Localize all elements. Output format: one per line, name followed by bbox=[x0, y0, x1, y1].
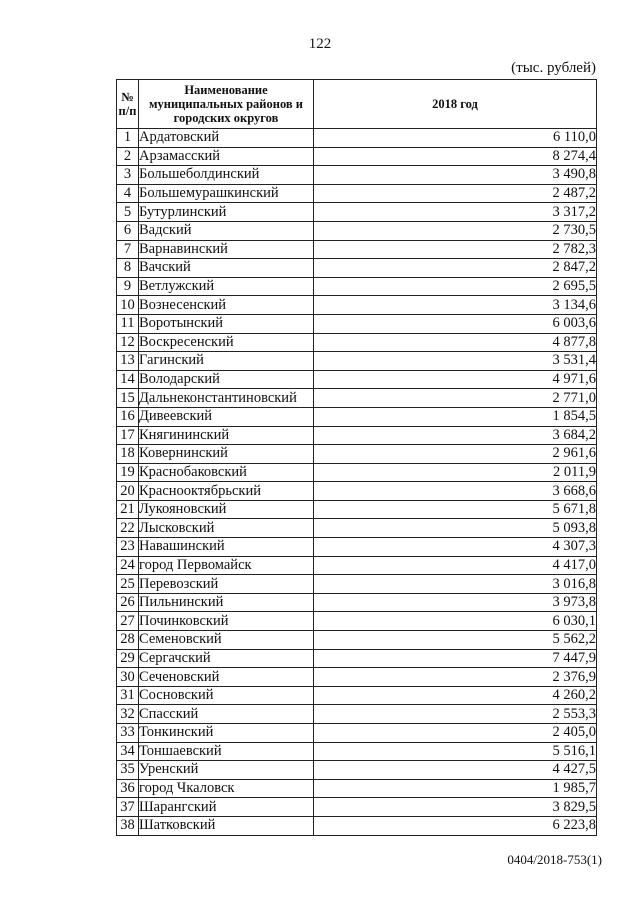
municipality-name: Краснобаковский bbox=[139, 463, 314, 482]
table-row bbox=[117, 593, 597, 612]
table-row bbox=[117, 203, 597, 222]
municipality-name: Сергачский bbox=[139, 649, 314, 668]
value-2018: 8 274,4 bbox=[314, 147, 597, 166]
municipality-name: Большеболдинский bbox=[139, 166, 314, 185]
value-2018: 3 016,8 bbox=[314, 575, 597, 594]
table-row bbox=[117, 259, 597, 278]
table-row bbox=[117, 463, 597, 482]
value-2018: 3 829,5 bbox=[314, 798, 597, 817]
row-number: 37 bbox=[117, 798, 139, 817]
table-row bbox=[117, 556, 597, 575]
municipality-name: Ардатовский bbox=[139, 129, 314, 148]
municipality-name: Дивеевский bbox=[139, 407, 314, 426]
value-2018: 6 223,8 bbox=[314, 816, 597, 835]
value-2018: 3 134,6 bbox=[314, 296, 597, 315]
row-number: 25 bbox=[117, 575, 139, 594]
value-2018: 3 317,2 bbox=[314, 203, 597, 222]
value-2018: 2 405,0 bbox=[314, 724, 597, 743]
table-row bbox=[117, 129, 597, 148]
municipality-name: Лысковский bbox=[139, 519, 314, 538]
municipality-name: Семеновский bbox=[139, 631, 314, 650]
row-number: 21 bbox=[117, 500, 139, 519]
row-number: 17 bbox=[117, 426, 139, 445]
table-row bbox=[117, 816, 597, 835]
value-2018: 2 847,2 bbox=[314, 259, 597, 278]
municipality-name: Дальнеконстантиновский bbox=[139, 389, 314, 408]
row-number: 2 bbox=[117, 147, 139, 166]
table-row bbox=[117, 761, 597, 780]
value-2018: 2 695,5 bbox=[314, 277, 597, 296]
value-2018: 6 110,0 bbox=[314, 129, 597, 148]
value-2018: 6 003,6 bbox=[314, 314, 597, 333]
table-row bbox=[117, 166, 597, 185]
value-2018: 2 771,0 bbox=[314, 389, 597, 408]
value-2018: 2 782,3 bbox=[314, 240, 597, 259]
municipality-name: Ковернинский bbox=[139, 445, 314, 464]
municipal-data-table bbox=[116, 79, 597, 836]
row-number: 38 bbox=[117, 816, 139, 835]
municipality-name: Перевозский bbox=[139, 575, 314, 594]
header-name: Наименование муниципальных районов и городских округов bbox=[139, 80, 314, 129]
table-row bbox=[117, 240, 597, 259]
municipality-name: Володарский bbox=[139, 370, 314, 389]
value-2018: 3 531,4 bbox=[314, 352, 597, 371]
table-row bbox=[117, 519, 597, 538]
row-number: 29 bbox=[117, 649, 139, 668]
row-number: 23 bbox=[117, 538, 139, 557]
row-number: 26 bbox=[117, 593, 139, 612]
value-2018: 2 011,9 bbox=[314, 463, 597, 482]
value-2018: 5 562,2 bbox=[314, 631, 597, 650]
municipality-name: Вознесенский bbox=[139, 296, 314, 315]
row-number: 34 bbox=[117, 742, 139, 761]
row-number: 1 bbox=[117, 129, 139, 148]
units-label: (тыс. рублей) bbox=[511, 60, 596, 76]
row-number: 15 bbox=[117, 389, 139, 408]
municipality-name: Ветлужский bbox=[139, 277, 314, 296]
table-row bbox=[117, 500, 597, 519]
row-number: 11 bbox=[117, 314, 139, 333]
value-2018: 2 487,2 bbox=[314, 184, 597, 203]
value-2018: 5 093,8 bbox=[314, 519, 597, 538]
value-2018: 2 553,3 bbox=[314, 705, 597, 724]
municipality-name: город Первомайск bbox=[139, 556, 314, 575]
municipality-name: Тонкинский bbox=[139, 724, 314, 743]
table-row bbox=[117, 333, 597, 352]
row-number: 3 bbox=[117, 166, 139, 185]
row-number: 35 bbox=[117, 761, 139, 780]
table-row bbox=[117, 184, 597, 203]
table-row bbox=[117, 370, 597, 389]
table-row bbox=[117, 612, 597, 631]
row-number: 10 bbox=[117, 296, 139, 315]
value-2018: 2 730,5 bbox=[314, 221, 597, 240]
row-number: 18 bbox=[117, 445, 139, 464]
document-code: 0404/2018-753(1) bbox=[507, 852, 602, 867]
row-number: 32 bbox=[117, 705, 139, 724]
page-number: 122 bbox=[308, 36, 332, 52]
value-2018: 7 447,9 bbox=[314, 649, 597, 668]
row-number: 5 bbox=[117, 203, 139, 222]
municipality-name: Арзамасский bbox=[139, 147, 314, 166]
municipality-name: Пильнинский bbox=[139, 593, 314, 612]
value-2018: 4 877,8 bbox=[314, 333, 597, 352]
table-row bbox=[117, 575, 597, 594]
row-number: 4 bbox=[117, 184, 139, 203]
row-number: 28 bbox=[117, 631, 139, 650]
value-2018: 4 427,5 bbox=[314, 761, 597, 780]
table-row bbox=[117, 668, 597, 687]
row-number: 14 bbox=[117, 370, 139, 389]
municipality-name: город Чкаловск bbox=[139, 779, 314, 798]
table-row bbox=[117, 277, 597, 296]
row-number: 13 bbox=[117, 352, 139, 371]
table-row bbox=[117, 147, 597, 166]
table-row bbox=[117, 779, 597, 798]
value-2018: 6 030,1 bbox=[314, 612, 597, 631]
value-2018: 2 961,6 bbox=[314, 445, 597, 464]
municipality-name: Воскресенский bbox=[139, 333, 314, 352]
row-number: 7 bbox=[117, 240, 139, 259]
table-row bbox=[117, 724, 597, 743]
table-row bbox=[117, 314, 597, 333]
table-row bbox=[117, 389, 597, 408]
municipality-name: Краснооктябрьский bbox=[139, 482, 314, 501]
header-value: 2018 год bbox=[314, 80, 597, 129]
table-row bbox=[117, 538, 597, 557]
table-row bbox=[117, 352, 597, 371]
municipality-name: Спасский bbox=[139, 705, 314, 724]
value-2018: 4 417,0 bbox=[314, 556, 597, 575]
table-row bbox=[117, 649, 597, 668]
municipality-name: Княгининский bbox=[139, 426, 314, 445]
municipality-name: Гагинский bbox=[139, 352, 314, 371]
municipality-name: Вачский bbox=[139, 259, 314, 278]
value-2018: 5 516,1 bbox=[314, 742, 597, 761]
municipality-name: Бутурлинский bbox=[139, 203, 314, 222]
table-row bbox=[117, 631, 597, 650]
municipality-name: Большемурашкинский bbox=[139, 184, 314, 203]
value-2018: 4 260,2 bbox=[314, 686, 597, 705]
value-2018: 1 854,5 bbox=[314, 407, 597, 426]
table-row bbox=[117, 482, 597, 501]
table-row bbox=[117, 221, 597, 240]
table-row bbox=[117, 798, 597, 817]
row-number: 20 bbox=[117, 482, 139, 501]
municipality-name: Тоншаевский bbox=[139, 742, 314, 761]
table-row bbox=[117, 686, 597, 705]
value-2018: 3 668,6 bbox=[314, 482, 597, 501]
row-number: 22 bbox=[117, 519, 139, 538]
row-number: 30 bbox=[117, 668, 139, 687]
table-header-row bbox=[117, 80, 597, 129]
municipality-name: Шатковский bbox=[139, 816, 314, 835]
header-number: № п/п bbox=[117, 80, 139, 129]
municipality-name: Сосновский bbox=[139, 686, 314, 705]
municipality-name: Воротынский bbox=[139, 314, 314, 333]
table-row bbox=[117, 407, 597, 426]
table-row bbox=[117, 742, 597, 761]
table-row bbox=[117, 296, 597, 315]
table-row bbox=[117, 445, 597, 464]
row-number: 19 bbox=[117, 463, 139, 482]
row-number: 36 bbox=[117, 779, 139, 798]
row-number: 33 bbox=[117, 724, 139, 743]
municipality-name: Починковский bbox=[139, 612, 314, 631]
value-2018: 2 376,9 bbox=[314, 668, 597, 687]
table-row bbox=[117, 426, 597, 445]
value-2018: 5 671,8 bbox=[314, 500, 597, 519]
value-2018: 1 985,7 bbox=[314, 779, 597, 798]
row-number: 31 bbox=[117, 686, 139, 705]
value-2018: 3 684,2 bbox=[314, 426, 597, 445]
value-2018: 3 490,8 bbox=[314, 166, 597, 185]
municipality-name: Варнавинский bbox=[139, 240, 314, 259]
table-row bbox=[117, 705, 597, 724]
value-2018: 3 973,8 bbox=[314, 593, 597, 612]
value-2018: 4 307,3 bbox=[314, 538, 597, 557]
municipality-name: Сеченовский bbox=[139, 668, 314, 687]
row-number: 8 bbox=[117, 259, 139, 278]
municipality-name: Навашинский bbox=[139, 538, 314, 557]
row-number: 16 bbox=[117, 407, 139, 426]
municipality-name: Вадский bbox=[139, 221, 314, 240]
municipality-name: Лукояновский bbox=[139, 500, 314, 519]
row-number: 6 bbox=[117, 221, 139, 240]
table-body bbox=[117, 129, 597, 836]
row-number: 27 bbox=[117, 612, 139, 631]
municipality-name: Уренский bbox=[139, 761, 314, 780]
municipality-name: Шарангский bbox=[139, 798, 314, 817]
value-2018: 4 971,6 bbox=[314, 370, 597, 389]
row-number: 12 bbox=[117, 333, 139, 352]
row-number: 24 bbox=[117, 556, 139, 575]
row-number: 9 bbox=[117, 277, 139, 296]
